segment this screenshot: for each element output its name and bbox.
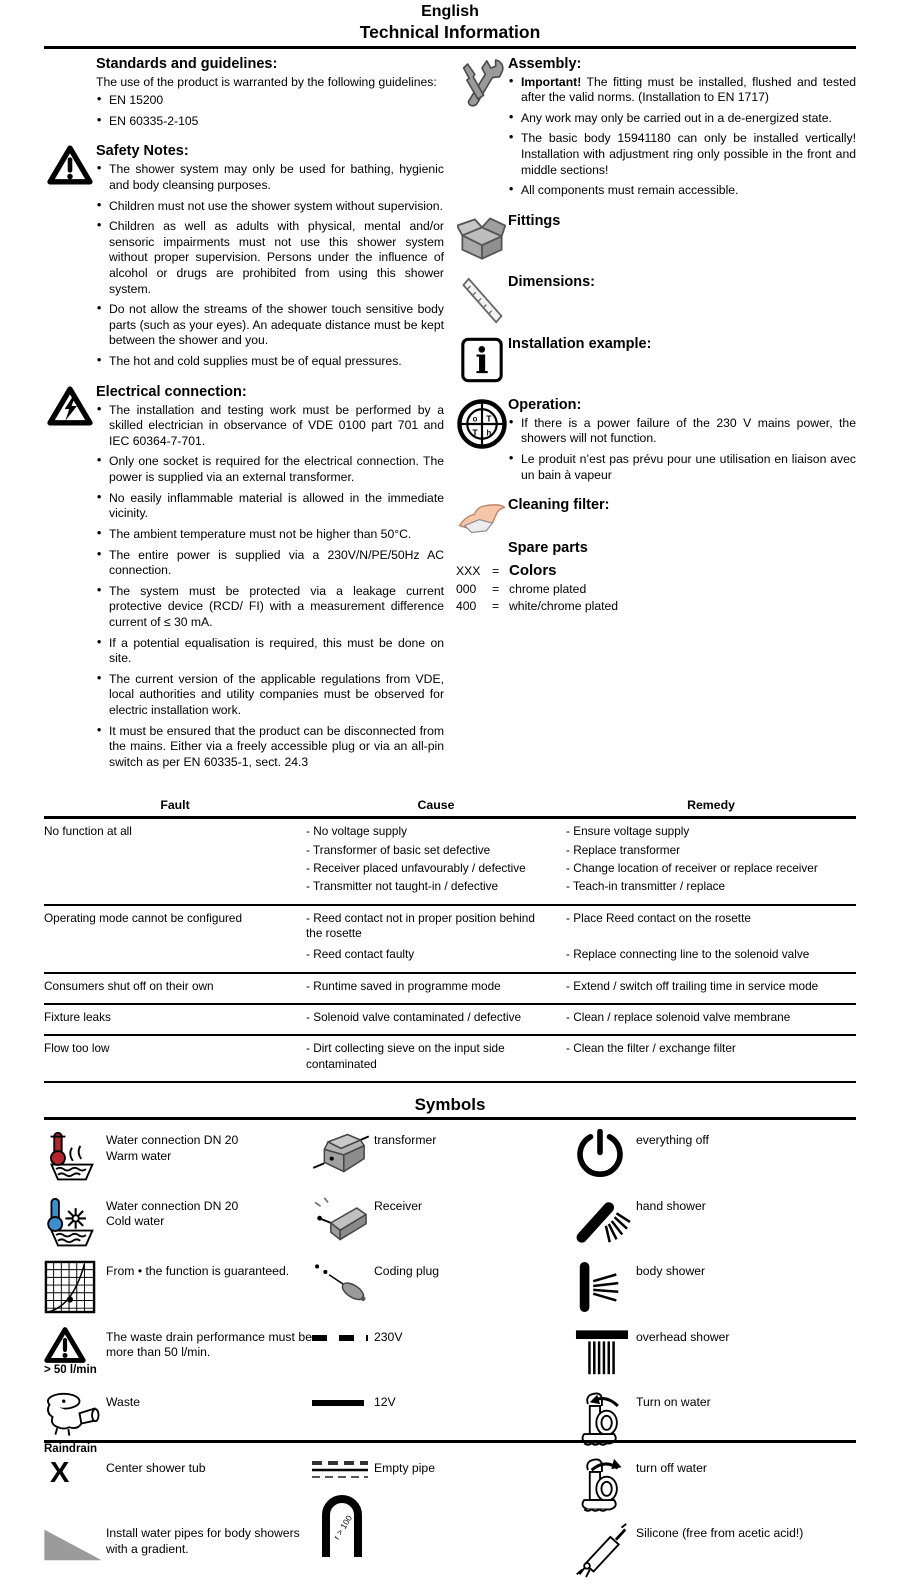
remedy-cell: - Teach-in transmitter / replace <box>566 879 726 894</box>
svg-text:r > 100: r > 100 <box>331 1512 355 1541</box>
electrical-bullet: • The system must be protected via a leakage current protective device (RCD/ FI) with a measurement difference current of ≤ 30 mA. <box>96 584 444 631</box>
remedy-cell: - Replace transformer <box>566 842 681 857</box>
fault-cell: Operating mode cannot be configured <box>44 910 243 925</box>
operation-bullet: • If there is a power failure of the 230 V mains power, the showers will not function. <box>508 416 856 447</box>
svg-text:T: T <box>486 413 492 424</box>
symbol-label: hand shower <box>636 1198 706 1213</box>
symbol-entry <box>44 1195 312 1261</box>
fault-table <box>44 796 856 1083</box>
symbols-column-3 <box>574 1129 856 1588</box>
svg-text:o: o <box>472 414 478 424</box>
electrical-bullet: • No easily inflammable material is allowed in the immediate vicinity. <box>96 491 444 522</box>
color-label: chrome plated <box>509 582 587 597</box>
operation-section <box>456 397 856 488</box>
symbol-label: 230V <box>374 1329 403 1344</box>
symbols-grid <box>44 1129 856 1588</box>
silicone-icon <box>574 1522 636 1578</box>
power-off-icon <box>574 1129 636 1181</box>
safety-bullet: • Children as well as adults with physical, mental and/or sensoric impairments must not use this shower system without proper supervision. Persons under the influence of alcohol or drugs are prohibited from using this shower system. <box>96 219 444 297</box>
colors-block: XXX = Colors 000 = chrome plated 400 = white/chrome plated <box>456 562 619 614</box>
symbol-entry <box>44 1326 312 1392</box>
center-tub-x-icon: X <box>50 1456 70 1489</box>
symbol-entry <box>574 1391 856 1457</box>
drain-warning-caption: > 50 l/min <box>44 1363 97 1376</box>
assembly-section <box>456 56 856 204</box>
turn-off-water-icon <box>574 1457 636 1515</box>
two-column-area <box>44 56 856 785</box>
electrical-section <box>44 384 444 776</box>
color-code: 400 <box>456 599 477 614</box>
symbol-label: transformer <box>374 1133 437 1148</box>
symbol-entry <box>312 1391 574 1457</box>
standards-heading: Standards and guidelines: <box>96 55 278 72</box>
symbol-label: turn off water <box>636 1460 707 1475</box>
symbols-column-2 <box>312 1129 574 1588</box>
remedy-cell: - Place Reed contact on the rosette <box>566 910 751 925</box>
language-title: English <box>421 3 479 20</box>
symbol-label: Water connection DN 20 Cold water <box>106 1198 239 1229</box>
operation-dial-icon <box>456 398 508 450</box>
bottom-rule <box>44 1440 856 1443</box>
gradient-icon <box>44 1522 106 1566</box>
remedy-cell: - Change location of receiver or replace receiver <box>566 861 818 876</box>
cause-cell: - No voltage supply <box>306 824 407 839</box>
symbol-label: everything off <box>636 1133 709 1148</box>
table-row <box>44 906 856 974</box>
assembly-bullet: • Any work may only be carried out in a de-energized state. <box>508 111 856 127</box>
assembly-bullet: • All components must remain accessible. <box>508 183 856 199</box>
hand-shower-icon <box>574 1195 636 1247</box>
table-row <box>44 819 856 905</box>
safety-heading: Safety Notes: <box>96 143 189 160</box>
colors-heading: Colors <box>509 562 557 580</box>
remedy-cell: - Replace connecting line to the solenoid valve <box>566 947 810 962</box>
electrical-bullet: • The ambient temperature must not be higher than 50°C. <box>96 527 444 543</box>
remedy-cell: - Ensure voltage supply <box>566 824 690 839</box>
symbol-entry <box>574 1522 856 1588</box>
fittings-heading: Fittings <box>508 212 561 229</box>
symbol-label: Waste <box>106 1395 141 1410</box>
cleaning-section <box>456 497 856 536</box>
dimensions-ruler-icon <box>459 275 505 327</box>
symbol-label: Empty pipe <box>374 1460 435 1475</box>
fittings-section <box>456 213 856 265</box>
electrical-bullet: • The entire power is supplied via a 230V/N/PE/50Hz AC connection. <box>96 548 444 579</box>
operation-heading: Operation: <box>508 396 582 413</box>
symbol-entry <box>574 1260 856 1326</box>
table-row <box>44 974 856 1005</box>
empty-pipe-icon <box>312 1457 374 1561</box>
safety-bullet: • The shower system may only be used for bathing, hygienic and body cleansing purposes. <box>96 162 444 193</box>
table-row <box>44 1036 856 1083</box>
symbol-entry <box>574 1326 856 1392</box>
symbol-entry <box>574 1195 856 1261</box>
page-header <box>0 0 900 43</box>
symbol-label: Coding plug <box>374 1264 440 1279</box>
svg-text:h: h <box>486 428 492 438</box>
symbol-label: body shower <box>636 1264 706 1279</box>
standards-section <box>44 56 444 135</box>
symbol-label: Silicone (free from acetic acid!) <box>636 1526 804 1541</box>
color-code: XXX <box>456 564 481 579</box>
svg-text:i: i <box>475 340 489 382</box>
left-column <box>44 56 444 785</box>
fault-cell: No function at all <box>44 824 132 839</box>
symbols-heading: Symbols <box>414 1095 486 1115</box>
cause-cell: - Transmitter not taught-in / defective <box>306 879 499 894</box>
info-icon <box>460 337 504 383</box>
symbol-label: overhead shower <box>636 1329 730 1344</box>
header-rule <box>44 46 856 49</box>
dimensions-heading: Dimensions: <box>508 273 596 290</box>
installation-section <box>456 336 856 388</box>
color-code: 000 <box>456 582 477 597</box>
fittings-box-icon <box>457 214 507 264</box>
fault-cell: Fixture leaks <box>44 1010 111 1025</box>
assembly-bullet-important: • Important! The fitting must be installed, flushed and tested after the valid norms. (Installation to EN 1717) <box>508 75 856 106</box>
safety-bullet: • Do not allow the streams of the shower touch sensitive body parts (such as your eyes). An adequate distance must be kept between the shower and you. <box>96 302 444 349</box>
body-shower-icon <box>574 1260 636 1314</box>
safety-bullet: • Children must not use the shower system without supervision. <box>96 199 444 215</box>
cause-cell: - Runtime saved in programme mode <box>306 978 501 993</box>
symbol-entry <box>44 1391 312 1457</box>
operation-bullet: • Le produit n’est pas prévu pour une utilisation en liaison avec un bain à vapeur <box>508 452 856 483</box>
symbol-entry <box>312 1260 574 1326</box>
cold-water-icon <box>44 1195 106 1253</box>
symbol-entry <box>574 1457 856 1523</box>
page-title: Technical Information <box>359 21 541 42</box>
cause-cell: - Transformer of basic set defective <box>306 842 491 857</box>
remedy-cell: - Clean / replace solenoid valve membrane <box>566 1010 791 1025</box>
electrical-bullet: • If a potential equalisation is required, this must be done on site. <box>96 636 444 667</box>
electrical-bullet: • It must be ensured that the product can be disconnected from the mains. Either via a freely accessible plug or via an all-pin switch as per EN 60335-1, sect. 24.3 <box>96 724 444 771</box>
cause-cell: - Dirt collecting sieve on the input side contaminated <box>306 1041 505 1071</box>
cleaning-hand-icon <box>456 498 508 536</box>
overhead-shower-icon <box>574 1326 636 1380</box>
assembly-bullet: • The basic body 15941180 can only be installed vertically! Installation with adjustment ring only possible in the front and middle sections! <box>508 131 856 178</box>
symbols-rule <box>44 1117 856 1120</box>
symbol-label: Receiver <box>374 1198 423 1213</box>
fault-cell: Consumers shut off on their own <box>44 978 214 993</box>
installation-heading: Installation example: <box>508 335 652 352</box>
important-label: Important! <box>521 74 582 89</box>
cleaning-heading: Cleaning filter: <box>508 497 610 514</box>
symbol-entry <box>312 1129 574 1195</box>
symbols-column-1 <box>44 1129 312 1588</box>
right-column <box>456 56 856 785</box>
symbol-entry <box>44 1260 312 1326</box>
svg-text:T: T <box>472 427 478 438</box>
safety-warning-icon <box>47 144 93 186</box>
transformer-icon <box>312 1129 374 1179</box>
cause-cell: - Receiver placed unfavourably / defective <box>306 861 526 876</box>
symbol-label: The waste drain performance must be more than 50 l/min. <box>106 1329 312 1360</box>
fault-cell: Flow too low <box>44 1041 110 1056</box>
drain-warning-icon <box>44 1326 106 1376</box>
dimensions-section <box>456 274 856 327</box>
safety-bullet: • The hot and cold supplies must be of equal pressures. <box>96 354 444 370</box>
electrical-bullet: • Only one socket is required for the electrical connection. The power is supplied via an external transformer. <box>96 454 444 485</box>
symbol-label: 12V <box>374 1395 396 1410</box>
assembly-heading: Assembly: <box>508 55 582 72</box>
warm-water-icon <box>44 1129 106 1187</box>
symbol-label: Install water pipes for body showers with a gradient. <box>106 1526 300 1556</box>
raindrain-caption: Raindrain <box>44 1443 98 1456</box>
function-grid-icon <box>44 1260 106 1314</box>
fault-table-header <box>44 796 856 819</box>
symbol-label: Turn on water <box>636 1395 711 1410</box>
electrical-hazard-icon <box>47 385 93 427</box>
symbol-entry <box>312 1195 574 1261</box>
symbol-label: Center shower tub <box>106 1460 206 1475</box>
spare-parts-heading: Spare parts <box>508 540 588 557</box>
electrical-bullet: • The current version of the applicable regulations from VDE, local authorities and utility companies must be observed for electric installation work. <box>96 672 444 719</box>
electrical-heading: Electrical connection: <box>96 383 247 400</box>
table-row <box>44 1005 856 1036</box>
raindrain-icon <box>44 1391 106 1455</box>
column-header-remedy: Remedy <box>687 798 735 813</box>
cause-cell: - Reed contact not in proper position behind the rosette <box>306 910 535 941</box>
electrical-bullet: • The installation and testing work must be performed by a skilled electrician in observance of VDE 0100 part 701 and IEC 60364-7-701. <box>96 403 444 450</box>
symbol-entry <box>312 1326 574 1392</box>
color-label: white/chrome plated <box>509 599 619 614</box>
remedy-cell: - Extend / switch off trailing time in service mode <box>566 978 819 993</box>
symbol-label: From • the function is guaranteed. <box>106 1264 290 1279</box>
symbol-entry <box>44 1457 312 1523</box>
receiver-icon <box>312 1195 374 1247</box>
standards-bullet: • EN 60335-2-105 <box>96 114 444 130</box>
symbol-label: Water connection DN 20 Warm water <box>106 1133 239 1163</box>
symbol-entry <box>312 1457 574 1561</box>
line-230v-icon <box>312 1326 374 1350</box>
symbol-entry <box>574 1129 856 1195</box>
remedy-cell: - Clean the filter / exchange filter <box>566 1041 736 1056</box>
symbol-entry <box>44 1522 312 1588</box>
standards-intro: The use of the product is warranted by the following guidelines: <box>96 74 437 89</box>
safety-section <box>44 143 444 374</box>
symbol-entry <box>44 1129 312 1195</box>
line-12v-icon <box>312 1391 374 1415</box>
coding-plug-icon <box>312 1260 374 1306</box>
standards-bullet: • EN 15200 <box>96 93 444 109</box>
cause-cell: - Solenoid valve contaminated / defective <box>306 1010 522 1025</box>
column-header-cause: Cause <box>417 798 455 813</box>
column-header-fault: Fault <box>160 798 190 813</box>
cause-cell: - Reed contact faulty <box>306 947 415 962</box>
assembly-tools-icon <box>458 57 506 119</box>
